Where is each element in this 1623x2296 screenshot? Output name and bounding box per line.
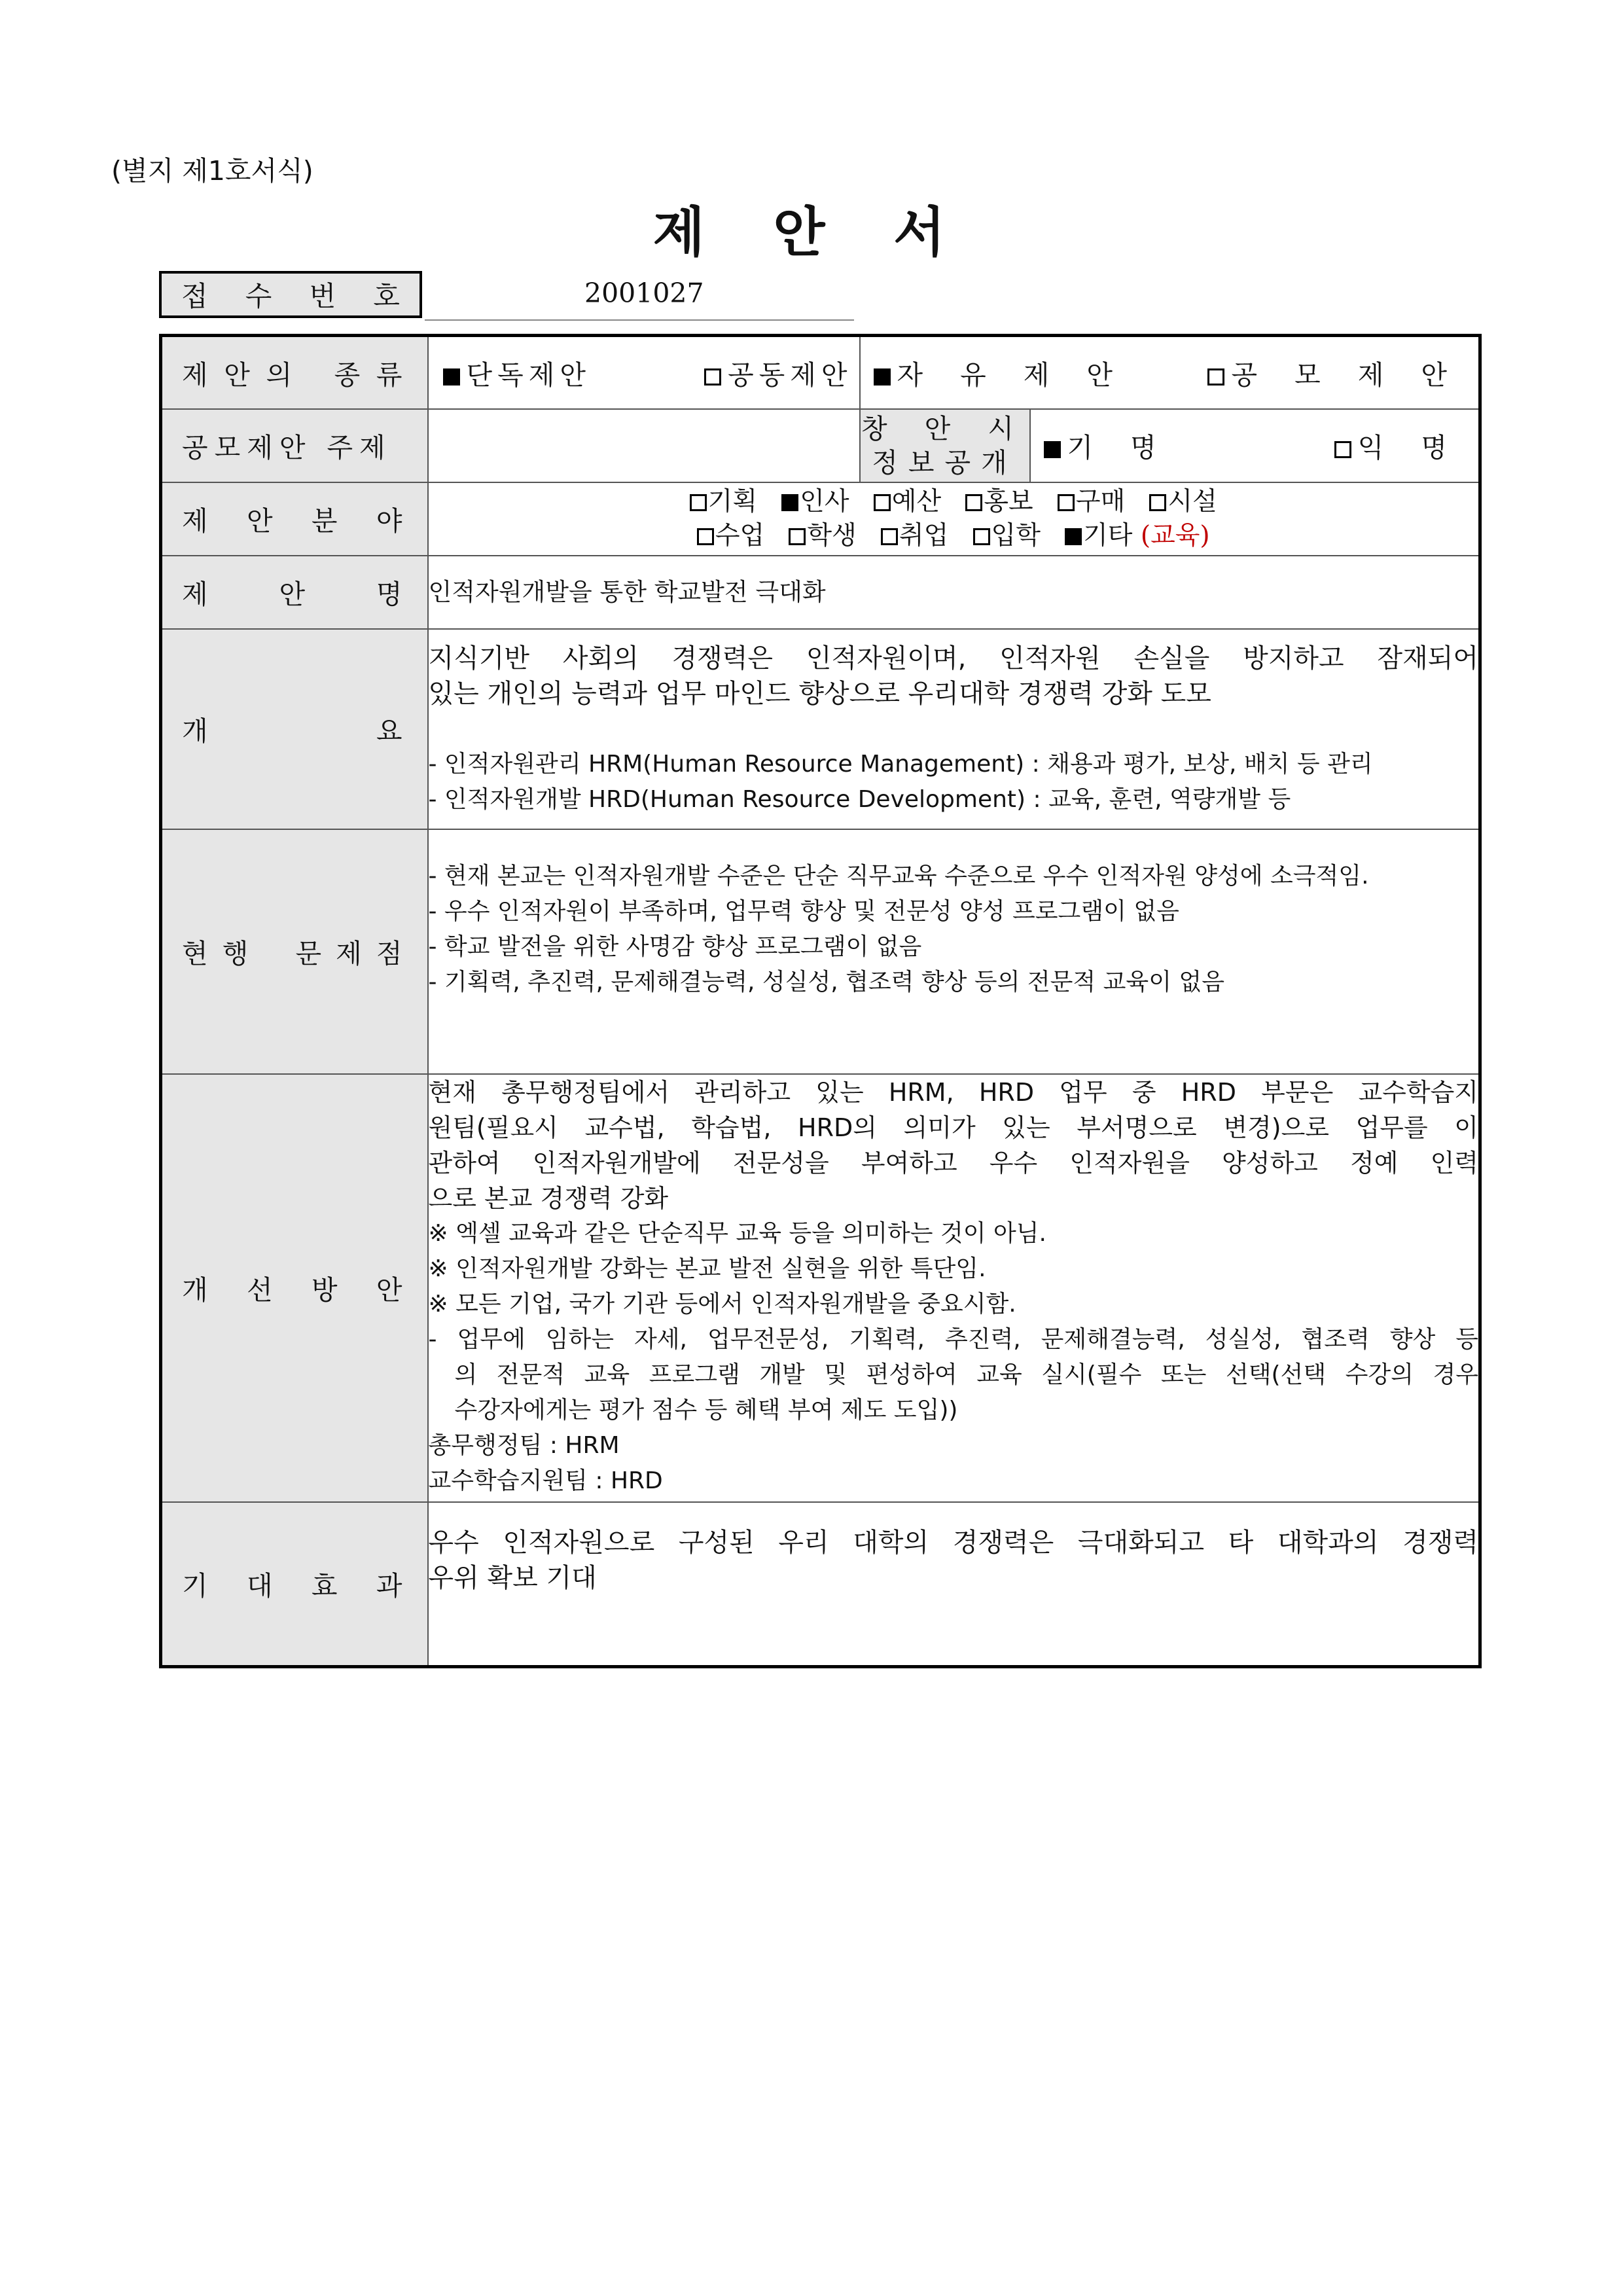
option-free-proposal[interactable]: 자 유 제 안	[874, 353, 1128, 392]
row-contest-topic	[161, 409, 1480, 482]
option-purchase[interactable]: 구매	[1058, 487, 1125, 516]
checkbox-empty-icon[interactable]	[789, 528, 806, 545]
summary-line	[429, 711, 1479, 747]
label-improvement-plan: 개 선 방 안	[161, 1074, 428, 1502]
row-expected-effect	[161, 1502, 1480, 1667]
contest-topic-field[interactable]	[428, 409, 860, 482]
option-budget[interactable]: 예산	[874, 487, 941, 516]
document-title: 제 안 서	[652, 201, 971, 264]
effect-line: 우수 인적자원으로 구성된 우리 대학의 경쟁력은 극대화되고 타 대학과의 경쟁력	[428, 1527, 1478, 1558]
checkbox-checked-icon[interactable]	[1044, 441, 1061, 458]
improvement-line: 으로 본교 경쟁력 강화	[428, 1183, 669, 1213]
label-contest-topic: 공모제안 주제	[161, 409, 428, 482]
receipt-number-box	[159, 271, 854, 322]
checkbox-empty-icon[interactable]	[973, 528, 990, 545]
improvement-line: 총무행정팀 : HRM	[428, 1431, 620, 1459]
summary-line: - 인적자원관리 HRM(Human Resource Management) : 채용과 평가, 보상, 배치 등 관리	[428, 750, 1373, 778]
row-proposal-name	[161, 556, 1480, 629]
problem-line: - 기획력, 추진력, 문제해결능력, 성실성, 협조력 향상 등의 전문적 교육이 없음	[428, 968, 1224, 996]
effect-line: 우위 확보 기대	[428, 1562, 597, 1593]
row-current-problems	[161, 829, 1480, 1074]
checkbox-checked-icon[interactable]	[781, 494, 798, 511]
option-facility[interactable]: 시설	[1149, 487, 1217, 516]
field-options-line1	[429, 485, 1479, 519]
checkbox-empty-icon[interactable]	[704, 368, 721, 386]
option-employment[interactable]: 취업	[881, 521, 948, 550]
option-student[interactable]: 학생	[789, 521, 856, 550]
summary-line: 있는 개인의 능력과 업무 마인드 향상으로 우리대학 경쟁력 강화 도모	[428, 678, 1211, 709]
proposal-name-value: 인적자원개발을 통한 학교발전 극대화	[428, 556, 1480, 629]
improvement-line: 교수학습지원팀 : HRD	[428, 1467, 663, 1494]
checkbox-empty-icon[interactable]	[874, 494, 891, 511]
row-summary	[161, 629, 1480, 829]
checkbox-empty-icon[interactable]	[697, 528, 714, 545]
option-contest-proposal[interactable]: 공 모 제 안	[1207, 353, 1461, 392]
checkbox-checked-icon[interactable]	[1065, 528, 1082, 545]
checkbox-checked-icon[interactable]	[443, 368, 460, 386]
improvement-line: - 업무에 임하는 자세, 업무전문성, 기획력, 추진력, 문제해결능력, 성실성, 협조력 향상 등	[428, 1325, 1478, 1353]
row-proposal-field	[161, 482, 1480, 556]
option-planning[interactable]: 기획	[690, 487, 757, 516]
problem-line: - 현재 본교는 인적자원개발 수준은 단순 직무교육 수준으로 우수 인적자원 양성에 소극적임.	[428, 862, 1369, 889]
improvement-line: ※ 인적자원개발 강화는 본교 발전 실현을 위한 특단임.	[428, 1255, 986, 1282]
label-current-problems: 현 행 문 제 점	[161, 829, 428, 1074]
option-class[interactable]: 수업	[697, 521, 764, 550]
improvement-line: 의 전문적 교육 프로그램 개발 및 편성하여 교육 실시(필수 또는 선택(선택 수강의 경우	[454, 1361, 1478, 1388]
problem-line: - 우수 인적자원이 부족하며, 업무력 향상 및 전문성 양성 프로그램이 없음	[428, 897, 1179, 925]
label-info-disclosure: 창 안 시 정보공개	[860, 409, 1030, 482]
row-improvement-plan	[161, 1074, 1480, 1502]
option-anonymous[interactable]: 익 명	[1334, 426, 1461, 465]
checkbox-empty-icon[interactable]	[1058, 494, 1075, 511]
option-named[interactable]: 기 명	[1044, 426, 1171, 465]
receipt-underline	[425, 319, 854, 321]
problem-line: - 학교 발전을 위한 사명감 향상 프로그램이 없음	[428, 933, 922, 960]
improvement-line: 관하여 인적자원개발에 전문성을 부여하고 우수 인적자원을 양성하고 정예 인력	[428, 1148, 1478, 1177]
improvement-line: ※ 엑셀 교육과 같은 단순직무 교육 등을 의미하는 것이 아님.	[428, 1219, 1046, 1247]
option-personnel[interactable]: 인사	[781, 487, 849, 516]
option-admission[interactable]: 입학	[973, 521, 1041, 550]
form-number-label: (별지 제1호서식)	[111, 155, 313, 187]
checkbox-empty-icon[interactable]	[1334, 441, 1351, 458]
receipt-number-value: 2001027	[584, 278, 704, 309]
improvement-line: ※ 모든 기업, 국가 기관 등에서 인적자원개발을 중요시함.	[428, 1290, 1016, 1318]
option-joint-proposal[interactable]: 공동제안	[704, 353, 852, 392]
improvement-content	[428, 1074, 1480, 1502]
checkbox-checked-icon[interactable]	[874, 368, 891, 386]
problems-content	[428, 829, 1480, 1074]
summary-line: - 인적자원개발 HRD(Human Resource Development) : 교육, 훈련, 역량개발 등	[428, 785, 1291, 813]
label-summary: 개 요	[161, 629, 428, 829]
other-field-value: (교육)	[1140, 520, 1210, 550]
receipt-number-label: 접 수 번 호	[159, 271, 422, 318]
label-proposal-type: 제 안 의 종 류	[161, 336, 428, 409]
summary-content	[428, 629, 1480, 829]
expected-effect-content	[428, 1502, 1480, 1667]
checkbox-empty-icon[interactable]	[881, 528, 898, 545]
label-proposal-field: 제 안 분 야	[161, 482, 428, 556]
checkbox-empty-icon[interactable]	[690, 494, 707, 511]
proposal-table	[159, 334, 1482, 1668]
label-expected-effect: 기 대 효 과	[161, 1502, 428, 1667]
improvement-line: 수강자에게는 평가 점수 등 혜택 부여 제도 도입))	[454, 1396, 958, 1424]
improvement-line: 현재 총무행정팀에서 관리하고 있는 HRM, HRD 업무 중 HRD 부문은 교수학습지	[428, 1077, 1478, 1107]
checkbox-empty-icon[interactable]	[1149, 494, 1166, 511]
summary-line: 지식기반 사회의 경쟁력은 인적자원이며, 인적자원 손실을 방지하고 잠재되어	[428, 643, 1478, 673]
row-proposal-type	[161, 336, 1480, 409]
option-single-proposal[interactable]: 단독제안	[443, 353, 591, 392]
option-other[interactable]: 기타	[1065, 521, 1132, 550]
checkbox-empty-icon[interactable]	[1207, 368, 1224, 386]
field-options-line2	[429, 519, 1479, 553]
checkbox-empty-icon[interactable]	[965, 494, 982, 511]
label-proposal-name: 제 안 명	[161, 556, 428, 629]
option-pr[interactable]: 홍보	[965, 487, 1033, 516]
improvement-line: 원팀(필요시 교수법, 학습법, HRD의 의미가 있는 부서명으로 변경)으로 업무를 이	[428, 1113, 1478, 1142]
